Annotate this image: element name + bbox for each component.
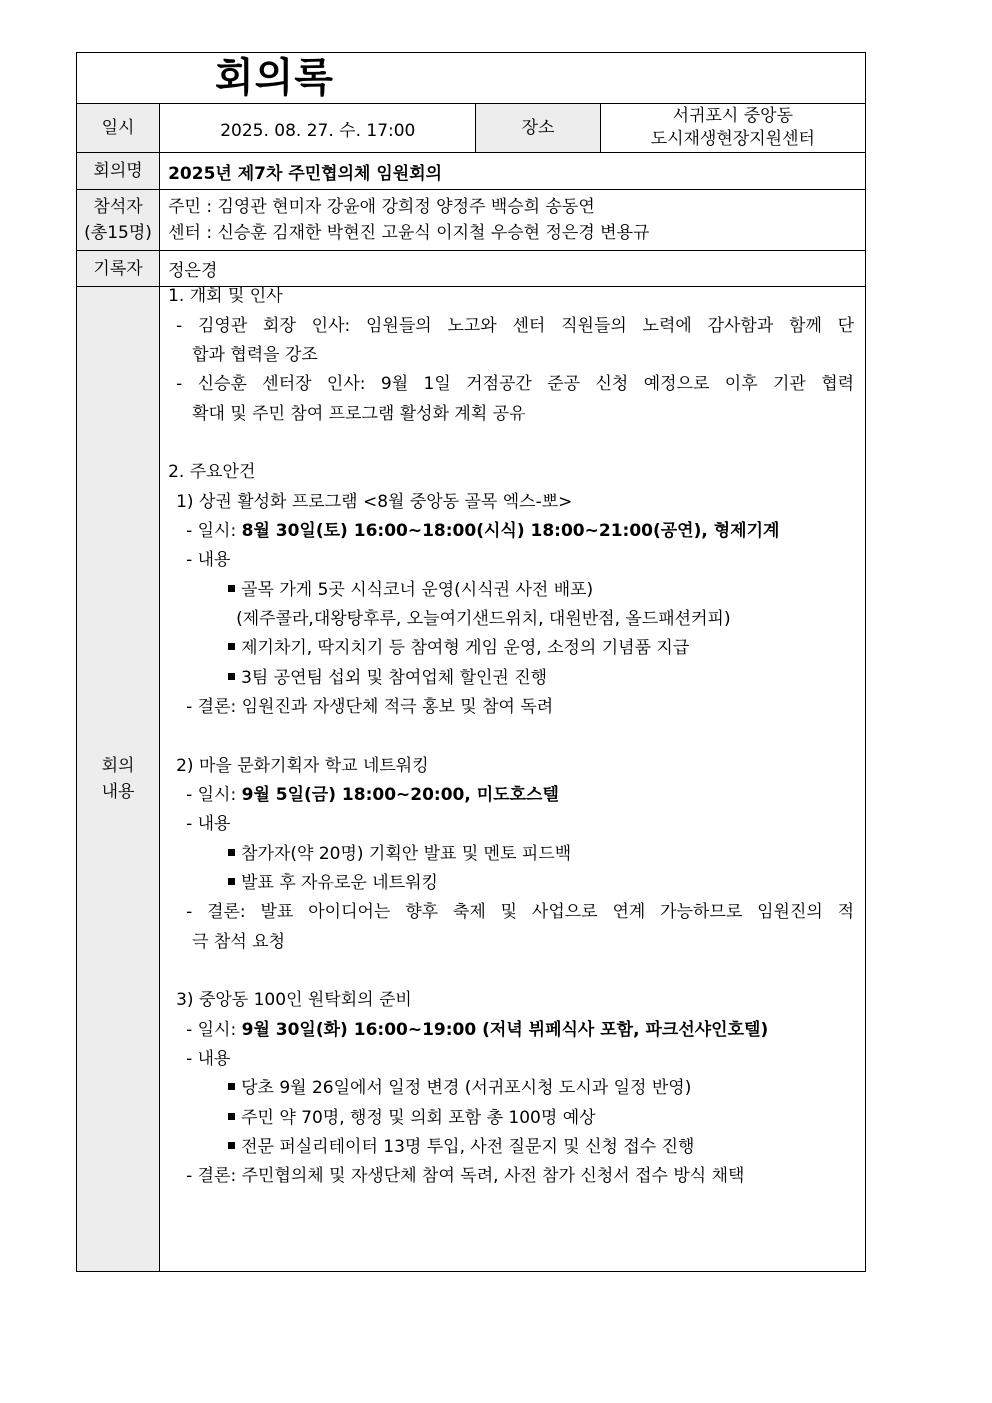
- content-label: [77, 287, 160, 1272]
- agenda-1-bullet-3: [228, 666, 547, 690]
- agenda-3-bullet-2: [228, 1106, 595, 1130]
- agenda-2-bullet-1: [228, 842, 571, 866]
- agenda-2-bullet-2-text: 발표 후 자유로운 네트워킹: [241, 873, 438, 893]
- square-bullet-icon: [228, 878, 235, 885]
- place-label: 장소: [476, 104, 600, 153]
- content-body: [160, 287, 866, 1272]
- attendees-label-2: (총15명): [84, 223, 152, 243]
- square-bullet-icon: [228, 673, 235, 680]
- minutes-table: [76, 52, 866, 1272]
- section-2-heading: 2. 주요안건: [168, 462, 256, 482]
- agenda-1-date-value: 8월 30일(토) 16:00~18:00(시식) 18:00~21:00(공연), 형제기계: [241, 521, 780, 541]
- agenda-2-conclusion-line-a: - 결론: 발표 아이디어는 향후 축제 및 사업으로 연계 가능하므로 임원진의 적: [186, 902, 855, 922]
- agenda-3-bullet-3-text: 전문 퍼실리테이터 13명 투입, 사전 질문지 및 신청 접수 진행: [241, 1137, 695, 1157]
- attendees-label: [77, 190, 160, 251]
- agenda-1-bullet-1-text: 골목 가게 5곳 시식코너 운영(시식권 사전 배포): [241, 580, 594, 600]
- square-bullet-icon: [228, 849, 235, 856]
- agenda-1-date: [186, 519, 779, 543]
- agenda-3-bullet-2-text: 주민 약 70명, 행정 및 의회 포함 총 100명 예상: [241, 1108, 596, 1128]
- agenda-1-content-label: - 내용: [186, 550, 231, 570]
- agenda-1-date-prefix: - 일시:: [186, 521, 242, 541]
- square-bullet-icon: [228, 585, 235, 592]
- agenda-3-bullet-3: [228, 1135, 694, 1159]
- attendees-value: [160, 190, 866, 251]
- agenda-3-date-prefix: - 일시:: [186, 1020, 242, 1040]
- s1-item-2-line-b: 확대 및 주민 참여 프로그램 활성화 계획 공유: [192, 404, 526, 424]
- agenda-1-bullet-1-sub: (제주콜라,대왕탕후루, 오늘여기샌드위치, 대원반점, 올드패션커피): [236, 609, 731, 629]
- content-label-2: 내용: [101, 782, 135, 802]
- agenda-3-date: [186, 1018, 768, 1042]
- agenda-3-bullet-1-text: 당초 9월 26일에서 일정 변경 (서귀포시청 도시과 일정 반영): [241, 1078, 692, 1098]
- place-line-2: 도시재생현장지원센터: [650, 129, 815, 149]
- s1-item-2-line-a: - 신승훈 센터장 인사: 9월 1일 거점공간 준공 신청 예정으로 이후 기관 협력: [176, 374, 855, 394]
- attendees-center: 센터 : 신승훈 김재한 박현진 고윤식 이지철 우승현 정은경 변용규: [168, 223, 650, 243]
- agenda-2-title: 2) 마을 문화기획자 학교 네트워킹: [176, 756, 429, 776]
- attendees-label-1: 참석자: [93, 197, 143, 217]
- meeting-name-value: 2025년 제7차 주민협의체 임원회의: [160, 153, 866, 190]
- agenda-2-content-label: - 내용: [186, 814, 231, 834]
- agenda-1-bullet-2: [228, 636, 689, 660]
- agenda-1-bullet-2-text: 제기차기, 딱지치기 등 참여형 게임 운영, 소정의 기념품 지급: [241, 638, 690, 658]
- date-label: 일시: [77, 104, 160, 153]
- agenda-3-bullet-1: [228, 1076, 691, 1100]
- agenda-1-conclusion: - 결론: 임원진과 자생단체 적극 홍보 및 참여 독려: [186, 697, 554, 717]
- recorder-label: 기록자: [77, 251, 160, 287]
- document-title: 회의록: [215, 55, 334, 101]
- recorder-value: 정은경: [160, 251, 866, 287]
- agenda-1-bullet-3-text: 3팀 공연팀 섭외 및 참여업체 할인권 진행: [241, 668, 548, 688]
- agenda-1-bullet-1: [228, 578, 593, 602]
- square-bullet-icon: [228, 1142, 235, 1149]
- date-value: 2025. 08. 27. 수. 17:00: [160, 104, 476, 153]
- agenda-2-bullet-1-text: 참가자(약 20명) 기획안 발표 및 멘토 피드백: [241, 844, 572, 864]
- agenda-3-conclusion: - 결론: 주민협의체 및 자생단체 참여 독려, 사전 참가 신청서 접수 방식 채택: [186, 1166, 745, 1186]
- place-line-1: 서귀포시 중앙동: [672, 106, 793, 126]
- s1-item-1-line-b: 합과 협력을 강조: [192, 345, 318, 365]
- agenda-3-content-label: - 내용: [186, 1049, 231, 1069]
- content-label-1: 회의: [101, 756, 135, 776]
- agenda-2-conclusion-line-b: 극 참석 요청: [192, 932, 286, 952]
- title-cell: [77, 53, 866, 104]
- agenda-2-date: [186, 783, 559, 807]
- section-1-heading: 1. 개회 및 인사: [168, 286, 283, 306]
- agenda-1-title: 1) 상권 활성화 프로그램 <8월 중앙동 골목 엑스-뽀>: [176, 492, 573, 512]
- agenda-2-date-prefix: - 일시:: [186, 785, 242, 805]
- square-bullet-icon: [228, 643, 235, 650]
- attendees-residents: 주민 : 김영관 현미자 강윤애 강희정 양정주 백승희 송동연: [168, 197, 595, 217]
- agenda-2-date-value: 9월 5일(금) 18:00~20:00, 미도호스텔: [241, 785, 559, 805]
- meeting-name-label: 회의명: [77, 153, 160, 190]
- square-bullet-icon: [228, 1113, 235, 1120]
- agenda-3-date-value: 9월 30일(화) 16:00~19:00 (저녁 뷔페식사 포함, 파크선샤인호텔): [241, 1020, 769, 1040]
- square-bullet-icon: [228, 1083, 235, 1090]
- place-value: [600, 104, 865, 153]
- agenda-2-bullet-2: [228, 871, 438, 895]
- agenda-3-title: 3) 중앙동 100인 원탁회의 준비: [176, 990, 412, 1010]
- s1-item-1-line-a: - 김영관 회장 인사: 임원들의 노고와 센터 직원들의 노력에 감사함과 함께 단: [176, 316, 855, 336]
